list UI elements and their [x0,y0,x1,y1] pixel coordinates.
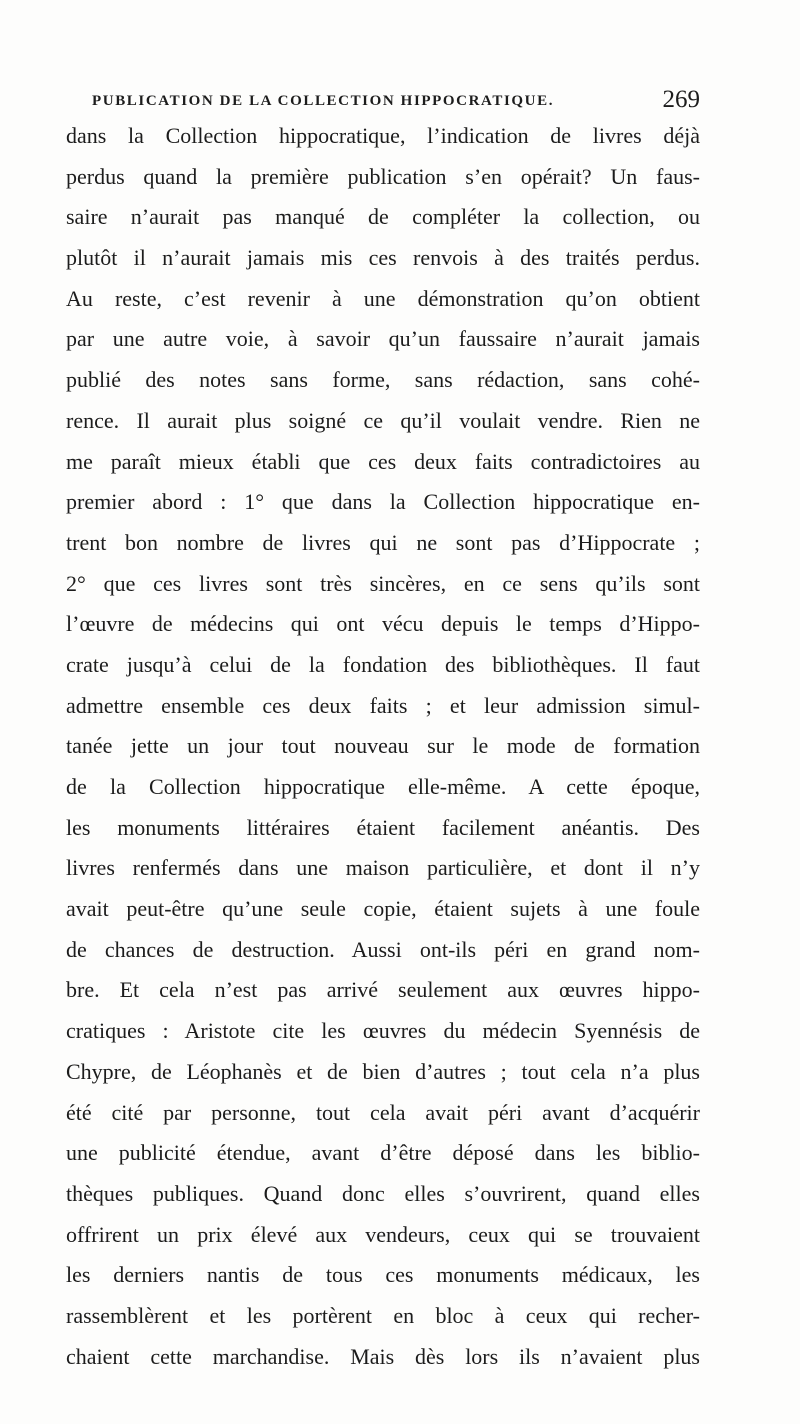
text-line: cratiques : Aristote cite les œuvres du médecin Syennésis de [66,1018,700,1044]
text-line: de chances de destruction. Aussi ont-ils péri en grand nom- [66,936,700,962]
text-line: par une autre voie, à savoir qu’un faussaire n’aurait jamais [66,326,700,352]
text-line: les monuments littéraires étaient facilement anéantis. Des [66,814,700,840]
text-line: 2° que ces livres sont très sincères, en ce sens qu’ils sont [66,570,700,596]
text-line: l’œuvre de médecins qui ont vécu depuis le temps d’Hippo- [66,611,700,637]
text-line: bre. Et cela n’est pas arrivé seulement aux œuvres hippo- [66,977,700,1003]
running-title: PUBLICATION DE LA COLLECTION HIPPOCRATIQUE. [92,93,555,109]
text-line: rassemblèrent et les portèrent en bloc à ceux qui recher- [66,1302,700,1328]
text-line: rence. Il aurait plus soigné ce qu’il voulait vendre. Rien ne [66,407,700,433]
running-head [92,86,700,116]
body-text [66,116,700,1377]
text-line: publié des notes sans forme, sans rédaction, sans cohé- [66,367,700,393]
text-line: Au reste, c’est revenir à une démonstration qu’on obtient [66,285,700,311]
text-line: premier abord : 1° que dans la Collection hippocratique en- [66,489,700,515]
text-line: été cité par personne, tout cela avait péri avant d’acquérir [66,1099,700,1125]
text-line: plutôt il n’aurait jamais mis ces renvois à des traités perdus. [66,245,700,271]
text-line: Chypre, de Léophanès et de bien d’autres ; tout cela n’a plus [66,1058,700,1084]
text-line: thèques publiques. Quand donc elles s’ouvrirent, quand elles [66,1180,700,1206]
text-line: tanée jette un jour tout nouveau sur le mode de formation [66,733,700,759]
text-line: dans la Collection hippocratique, l’indication de livres déjà [66,123,700,148]
text-line: les derniers nantis de tous ces monuments médicaux, les [66,1262,700,1288]
text-line: perdus quand la première publication s’en opérait? Un faus- [66,163,700,189]
text-line: crate jusqu’à celui de la fondation des bibliothèques. Il faut [66,651,700,677]
text-line: livres renfermés dans une maison particulière, et dont il n’y [66,855,700,881]
text-line: de la Collection hippocratique elle-même. A cette époque, [66,774,700,799]
text-line: trent bon nombre de livres qui ne sont pas d’Hippocrate ; [66,529,700,555]
text-line: chaient cette marchandise. Mais dès lors ils n’avaient plus [66,1343,700,1369]
page-number: 269 [662,86,700,113]
text-line: offrirent un prix élevé aux vendeurs, ceux qui se trouvaient [66,1221,700,1247]
text-line: me paraît mieux établi que ces deux faits contradictoires au [66,448,700,474]
text-line: admettre ensemble ces deux faits ; et leur admission simul- [66,692,700,718]
text-line: saire n’aurait pas manqué de compléter la collection, ou [66,204,700,230]
text-line: une publicité étendue, avant d’être déposé dans les biblio- [66,1140,700,1166]
text-line: avait peut-être qu’une seule copie, étaient sujets à une foule [66,896,700,922]
